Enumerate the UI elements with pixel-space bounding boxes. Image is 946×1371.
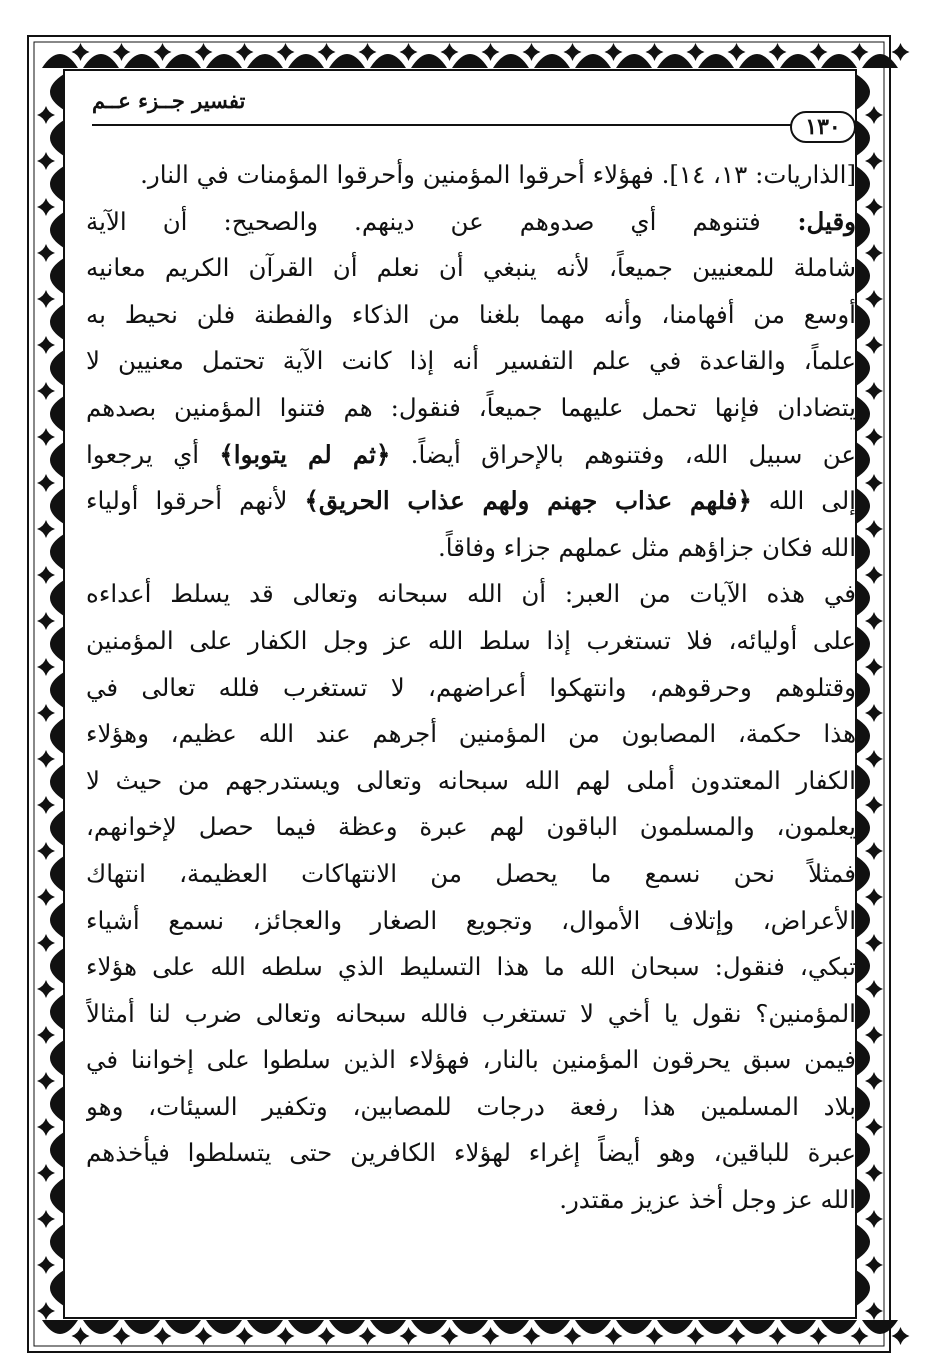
star-ornament-icon [37,428,55,446]
border-motif-left [50,1086,64,1122]
border-motif-bottom [657,1320,693,1334]
star-ornament-icon [865,382,883,400]
text-line [86,152,856,199]
border-motif-bottom [452,1320,488,1334]
border-motif-bottom [411,1320,447,1334]
border-motif-bottom [329,1320,365,1334]
star-ornament-icon [72,1327,90,1345]
text-run: هذا حكمة، المصابون من المؤمنين أجرهم عند الله عظيم، وهؤلاء [86,719,856,749]
text-run: أي يرجعوا [86,439,220,469]
star-ornament-icon [605,1327,623,1345]
text-line [86,478,856,525]
border-motif-right [856,442,870,478]
text-line [86,525,856,572]
border-motif-top [329,54,365,68]
star-ornament-icon [154,1327,172,1345]
star-ornament-icon [277,1327,295,1345]
star-ornament-icon [37,382,55,400]
border-motif-left [50,120,64,156]
border-motif-right [856,1224,870,1260]
border-motif-left [50,718,64,754]
border-motif-top [370,54,406,68]
star-ornament-icon [865,1256,883,1274]
border-motif-left [50,304,64,340]
border-motif-top [739,54,775,68]
text-line [86,1037,856,1084]
star-ornament-icon [865,244,883,262]
text-line [86,245,856,292]
border-motif-top [534,54,570,68]
star-ornament-icon [359,43,377,61]
border-motif-right [856,994,870,1030]
text-line [86,338,856,385]
star-ornament-icon [810,43,828,61]
star-ornament-icon [728,1327,746,1345]
border-motif-top [780,54,816,68]
star-ornament-icon [37,750,55,768]
text-run: لأنهم أحرقوا أولياء [86,486,305,516]
star-ornament-icon [769,1327,787,1345]
star-ornament-icon [865,428,883,446]
star-ornament-icon [865,704,883,722]
star-ornament-icon [37,1302,55,1320]
border-motif-top [42,54,78,68]
border-motif-bottom [165,1320,201,1334]
bold-phrase: وقيل: [760,206,856,236]
star-ornament-icon [37,1256,55,1274]
border-motif-left [50,212,64,248]
border-motif-left [50,672,64,708]
star-ornament-icon [37,796,55,814]
border-motif-right [856,488,870,524]
text-run: الأعراض، وإتلاف الأموال، وتجويع الصغار والعجائز، نسمع أشياء [86,905,856,935]
star-ornament-icon [687,43,705,61]
border-motif-right [856,74,870,110]
star-ornament-icon [865,658,883,676]
star-ornament-icon [523,43,541,61]
border-motif-bottom [780,1320,816,1334]
star-ornament-icon [687,1327,705,1345]
text-run: المؤمنين؟ نقول يا أخي لا تستغرب فالله سبحانه وتعالى ضرب لنا أمثالاً [86,998,856,1028]
border-motif-bottom [575,1320,611,1334]
star-ornament-icon [37,980,55,998]
star-ornament-icon [441,43,459,61]
star-ornament-icon [851,1327,869,1345]
text-run: [الذاريات: ١٣، ١٤]. فهؤلاء أحرقوا المؤمنين وأحرقوا المؤمنات في النار. [140,160,856,189]
star-ornament-icon [564,1327,582,1345]
star-ornament-icon [865,520,883,538]
border-motif-right [856,304,870,340]
star-ornament-icon [865,1026,883,1044]
text-run: على أوليائه، فلا تستغرب إذا سلط الله عز وجل الكفار على المؤمنين [86,625,856,655]
text-line [86,665,856,712]
star-ornament-icon [482,1327,500,1345]
border-motif-left [50,1132,64,1168]
text-run: بلاد المسلمين هذا رفعة درجات للمصابين، وتكفير السيئات، وهو [86,1091,856,1121]
star-ornament-icon [113,43,131,61]
border-motif-right [856,1178,870,1214]
border-motif-right [856,396,870,432]
border-motif-right [856,1132,870,1168]
star-ornament-icon [37,152,55,170]
star-ornament-icon [113,1327,131,1345]
text-line [86,898,856,945]
border-motif-right [856,534,870,570]
star-ornament-icon [865,106,883,124]
star-ornament-icon [865,1164,883,1182]
border-motif-top [821,54,857,68]
text-line [86,1177,856,1224]
border-motif-top [657,54,693,68]
star-ornament-icon [318,1327,336,1345]
border-motif-right [856,120,870,156]
book-title: تفسير جــزء عــم [92,88,246,113]
border-motif-left [50,1178,64,1214]
star-ornament-icon [195,43,213,61]
text-line [86,804,856,851]
border-motif-right [856,580,870,616]
border-motif-left [50,856,64,892]
text-run: عبرة للباقين، وهو أيضاً إغراء لهؤلاء الكافرين حتى يتسلطوا فيأخذهم [86,1138,856,1168]
border-motif-right [856,1086,870,1122]
border-motif-left [50,810,64,846]
border-motif-left [50,488,64,524]
text-line [86,1084,856,1131]
star-ornament-icon [277,43,295,61]
border-motif-top [452,54,488,68]
border-motif-left [50,626,64,662]
border-motif-left [50,534,64,570]
border-motif-bottom [124,1320,160,1334]
star-ornament-icon [37,1210,55,1228]
border-motif-top [493,54,529,68]
star-ornament-icon [482,43,500,61]
border-motif-top [165,54,201,68]
star-ornament-icon [236,1327,254,1345]
border-motif-right [856,718,870,754]
border-motif-left [50,1040,64,1076]
text-line [86,618,856,665]
text-line [86,199,856,246]
border-motif-right [856,350,870,386]
border-motif-bottom [83,1320,119,1334]
star-ornament-icon [865,474,883,492]
star-ornament-icon [728,43,746,61]
star-ornament-icon [769,43,787,61]
star-ornament-icon [37,566,55,584]
border-motif-top [862,54,898,68]
star-ornament-icon [37,198,55,216]
border-motif-bottom [42,1320,78,1334]
text-line [86,385,856,432]
star-ornament-icon [605,43,623,61]
border-motif-left [50,442,64,478]
star-ornament-icon [37,612,55,630]
border-motif-top [616,54,652,68]
border-motif-left [50,74,64,110]
border-motif-left [50,258,64,294]
star-ornament-icon [154,43,172,61]
text-run: فتنوهم أي صدوهم عن دينهم. والصحيح: أن الآية [86,206,761,236]
star-ornament-icon [37,842,55,860]
border-motif-top [575,54,611,68]
border-motif-right [856,1040,870,1076]
star-ornament-icon [865,1072,883,1090]
page-number: ١٣٠ [790,111,856,143]
text-run: يعلمون، والمسلمون الباقون لهم عبرة وعظة فيما حصل لإخوانهم، [86,812,856,842]
star-ornament-icon [400,1327,418,1345]
star-ornament-icon [523,1327,541,1345]
border-motif-top [247,54,283,68]
star-ornament-icon [865,336,883,354]
border-motif-left [50,764,64,800]
border-motif-top [698,54,734,68]
star-ornament-icon [564,43,582,61]
text-line [86,991,856,1038]
text-run: عن سبيل الله، وفتنوهم بالإحراق أيضاً. [390,439,856,469]
border-motif-right [856,166,870,202]
star-ornament-icon [72,43,90,61]
star-ornament-icon [865,152,883,170]
border-motif-right [856,212,870,248]
border-motif-top [124,54,160,68]
star-ornament-icon [865,888,883,906]
star-ornament-icon [195,1327,213,1345]
text-run: فيمن سبق يحرقون المؤمنين بالنار، فهؤلاء الذين سلطوا على إخواننا في [86,1045,856,1075]
star-ornament-icon [236,43,254,61]
star-ornament-icon [37,658,55,676]
border-motif-bottom [698,1320,734,1334]
border-motif-bottom [534,1320,570,1334]
border-motif-right [856,810,870,846]
star-ornament-icon [37,704,55,722]
border-motif-right [856,1270,870,1306]
text-run: الله فكان جزاؤهم مثل عملهم جزاء وفاقاً. [438,532,856,562]
star-ornament-icon [37,1118,55,1136]
border-motif-right [856,856,870,892]
text-run: يتضادان فإنها تحمل عليهما جميعاً، فنقول: هم فتنوا المؤمنين بصدهم [86,392,856,422]
text-run: وقتلوهم وحرقوهم، وانتهكوا أعراضهم، لا تستغرب فلله تعالى في [86,672,856,702]
text-line [86,711,856,758]
star-ornament-icon [37,888,55,906]
star-ornament-icon [865,750,883,768]
header-rule [92,124,812,126]
border-motif-top [411,54,447,68]
star-ornament-icon [865,198,883,216]
text-line [86,851,856,898]
border-motif-right [856,258,870,294]
text-run: تبكي، فنقول: سبحان الله ما هذا التسليط الذي سلطه الله على هؤلاء [86,952,856,982]
star-ornament-icon [37,336,55,354]
star-ornament-icon [318,43,336,61]
star-ornament-icon [865,1302,883,1320]
border-motif-top [206,54,242,68]
star-ornament-icon [851,43,869,61]
star-ornament-icon [37,106,55,124]
star-ornament-icon [37,1072,55,1090]
border-motif-right [856,902,870,938]
border-motif-right [856,672,870,708]
border-motif-left [50,396,64,432]
border-motif-bottom [821,1320,857,1334]
star-ornament-icon [865,290,883,308]
border-motif-top [288,54,324,68]
star-ornament-icon [37,244,55,262]
border-motif-left [50,1270,64,1306]
border-motif-bottom [739,1320,775,1334]
border-motif-left [50,948,64,984]
border-motif-bottom [206,1320,242,1334]
border-motif-bottom [616,1320,652,1334]
star-ornament-icon [37,934,55,952]
star-ornament-icon [865,934,883,952]
star-ornament-icon [892,43,910,61]
star-ornament-icon [865,1118,883,1136]
border-motif-left [50,350,64,386]
star-ornament-icon [865,1210,883,1228]
border-motif-bottom [370,1320,406,1334]
bold-phrase: ﴿ثم لم يتوبوا﴾ [219,439,391,469]
star-ornament-icon [865,796,883,814]
page-body-text [86,152,856,1224]
text-line [86,1130,856,1177]
text-run: فمثلاً نحن نسمع ما يحصل من الانتهاكات العظيمة، انتهاك [86,858,856,888]
star-ornament-icon [892,1327,910,1345]
star-ornament-icon [400,43,418,61]
text-line [86,944,856,991]
star-ornament-icon [810,1327,828,1345]
text-run: في هذه الآيات من العبر: أن الله سبحانه وتعالى قد يسلط أعداءه [86,579,856,609]
text-run: الكفار المعتدون أملى لهم الله سبحانه وتعالى ويستدرجهم من حيث لا [86,765,856,795]
border-motif-top [83,54,119,68]
border-motif-bottom [247,1320,283,1334]
border-motif-left [50,580,64,616]
star-ornament-icon [865,612,883,630]
border-motif-right [856,626,870,662]
text-run: علماً، والقاعدة في علم التفسير أنه إذا كانت الآية تحتمل معنيين لا [86,346,856,376]
border-motif-bottom [493,1320,529,1334]
text-line [86,432,856,479]
star-ornament-icon [359,1327,377,1345]
star-ornament-icon [441,1327,459,1345]
border-motif-left [50,166,64,202]
star-ornament-icon [646,43,664,61]
border-motif-left [50,994,64,1030]
border-motif-right [856,764,870,800]
border-motif-left [50,902,64,938]
star-ornament-icon [37,1164,55,1182]
text-line [86,758,856,805]
text-run: الله عز وجل أخذ عزيز مقتدر. [559,1185,856,1215]
star-ornament-icon [37,1026,55,1044]
border-motif-bottom [288,1320,324,1334]
text-run: إلى الله [751,486,856,516]
text-line [86,571,856,618]
bold-phrase: ﴿فلهم عذاب جهنم ولهم عذاب الحريق﴾ [304,486,752,516]
border-motif-bottom [862,1320,898,1334]
star-ornament-icon [865,980,883,998]
border-motif-left [50,1224,64,1260]
star-ornament-icon [646,1327,664,1345]
border-motif-right [856,948,870,984]
star-ornament-icon [37,520,55,538]
star-ornament-icon [865,566,883,584]
star-ornament-icon [865,842,883,860]
text-line [86,292,856,339]
text-run: أوسع من أفهامنا، وأنه مهما بلغنا من الذكاء والفطنة فلن نحيط به [86,299,856,329]
star-ornament-icon [37,474,55,492]
star-ornament-icon [37,290,55,308]
text-run: شاملة للمعنيين جميعاً، لأنه ينبغي أن نعلم أن القرآن الكريم معانيه [86,253,856,283]
